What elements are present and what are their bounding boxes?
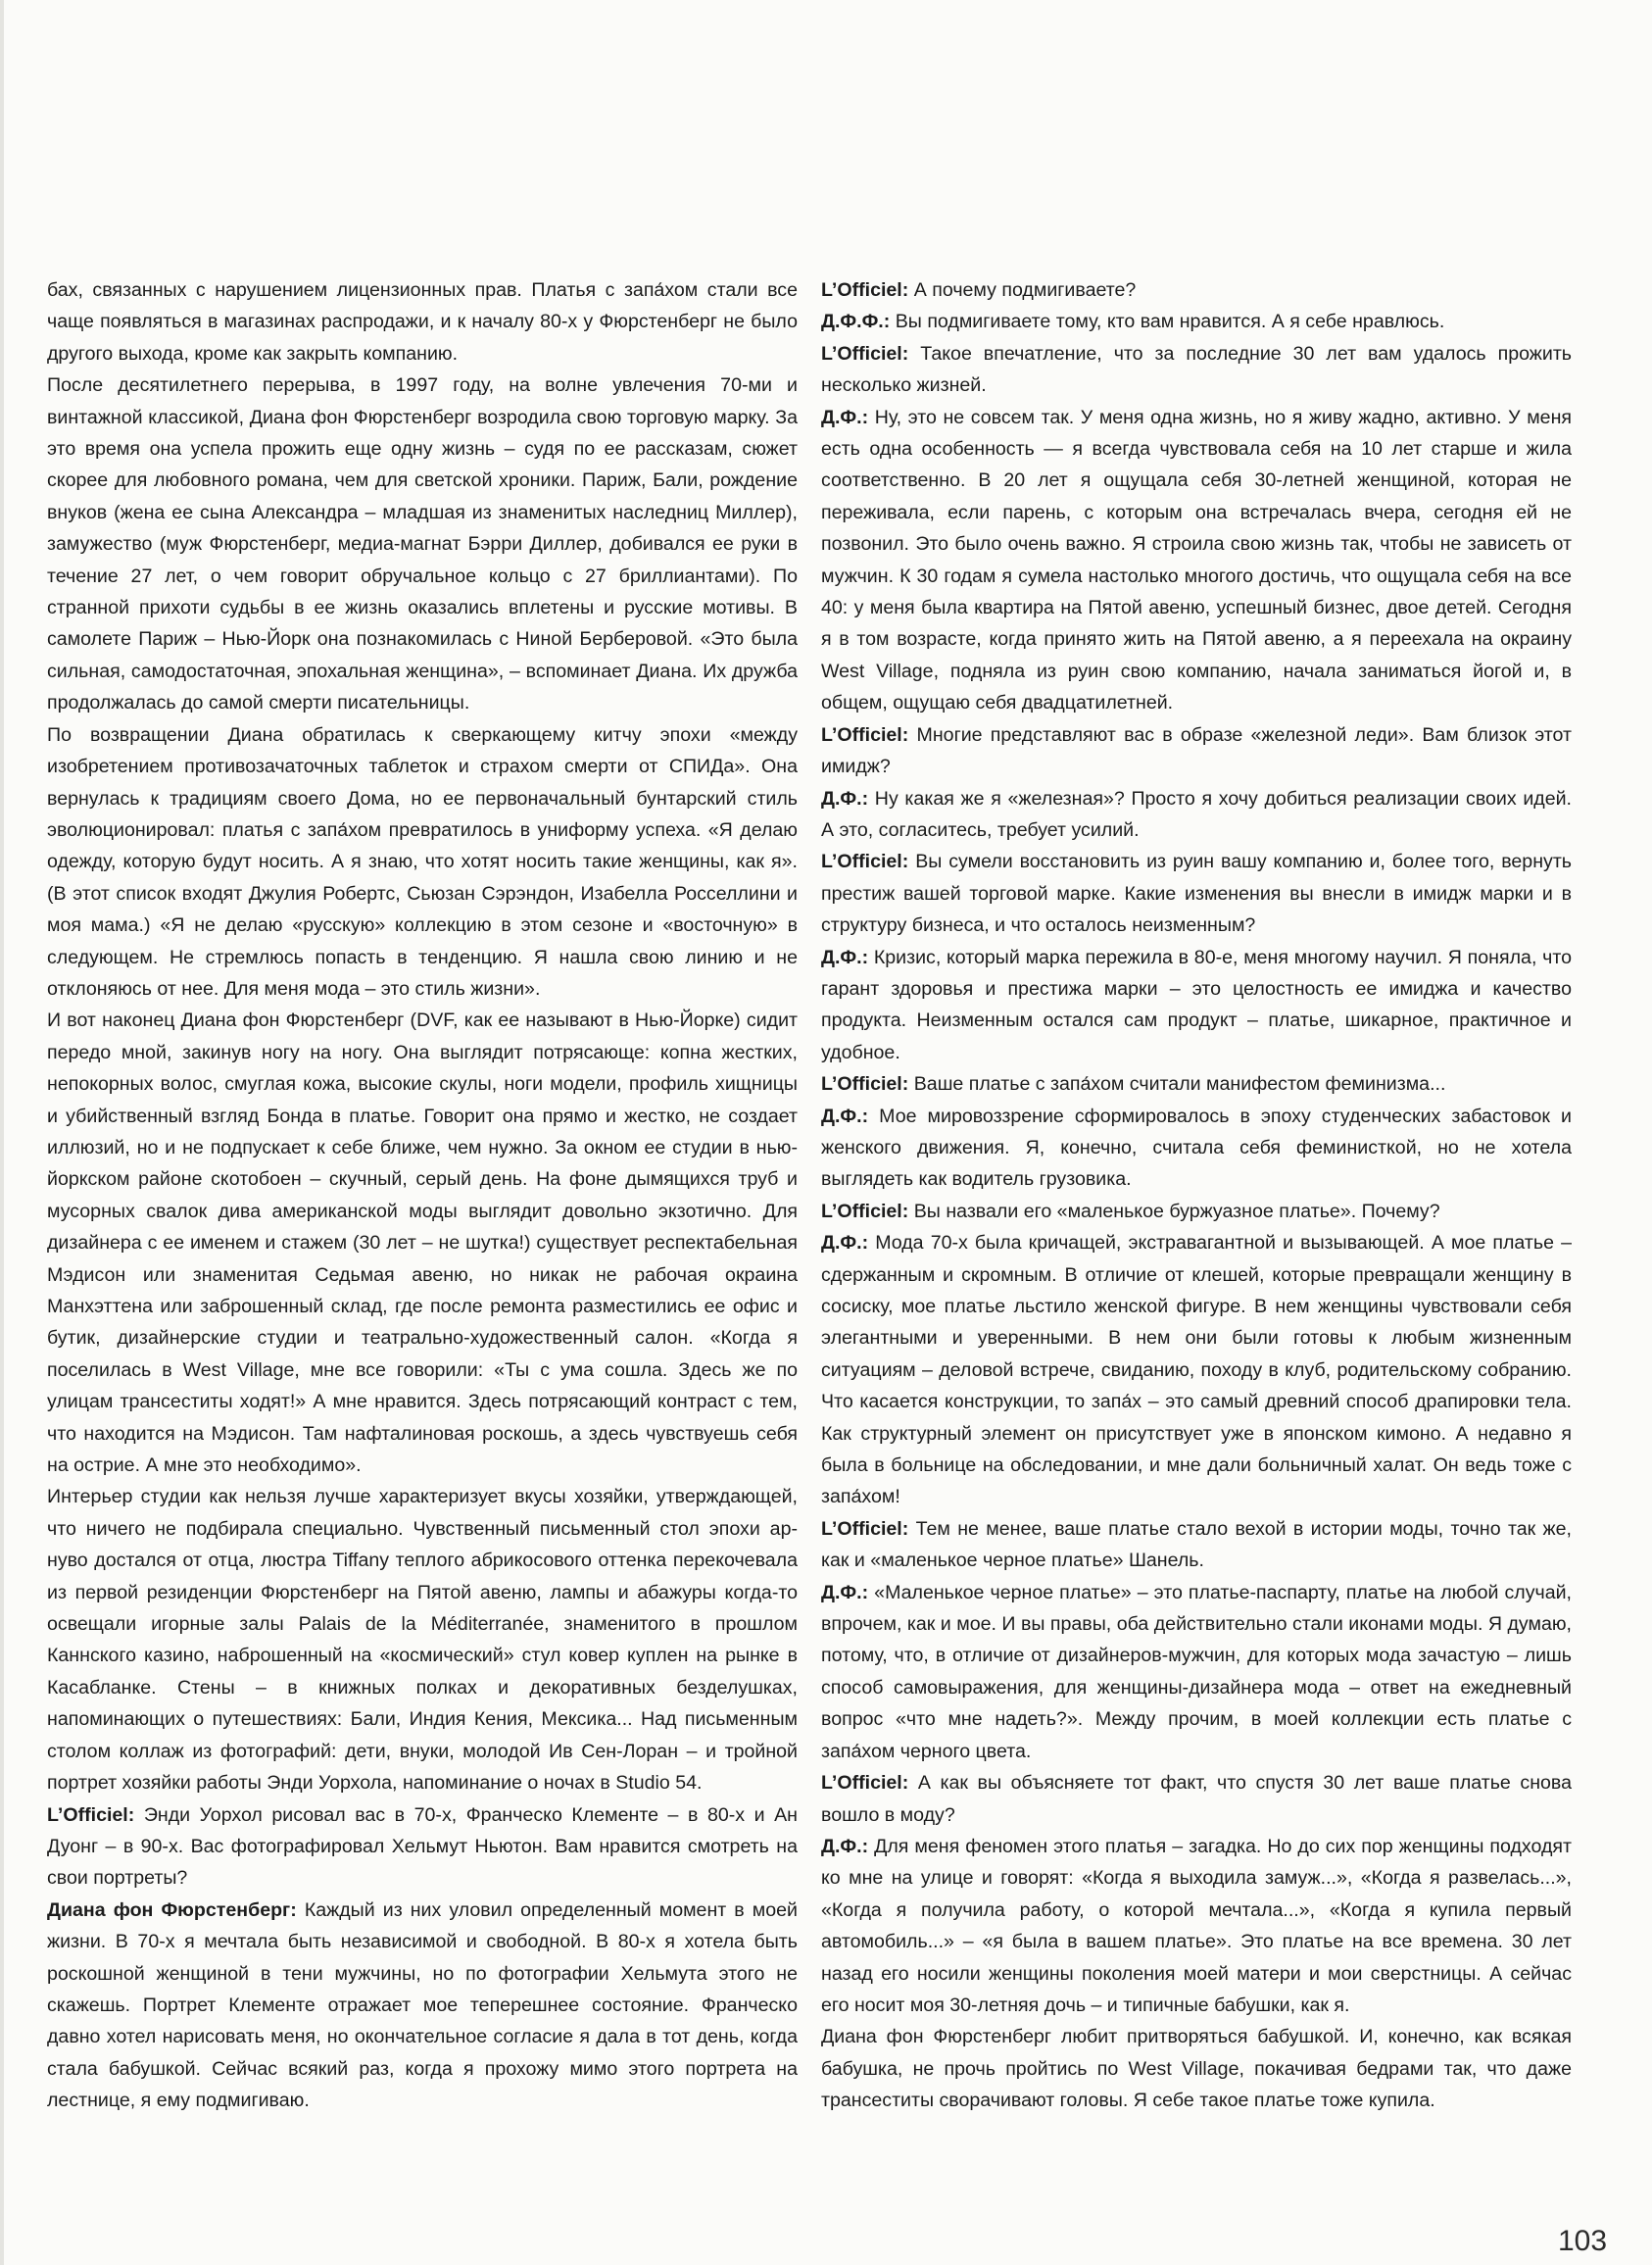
interview-text: Мое мировоззрение сформировалось в эпоху студенческих забастовок и женского движения. Я, конечно, считала себя феминисткой, но не хотела выглядеть как водитель грузовика. xyxy=(821,1105,1572,1191)
article-paragraph: По возвращении Диана обратилась к сверкающему китчу эпохи «между изобретением противозачаточных таблеток и страхом смерти от СПИДа». Она вернулась к традициям своего Дома, но ее первоначальный бунтарский стиль эволюционировал: платья с запа́хом превратилось в униформу успеха. «Я делаю одежду, которую будут носить. А я знаю, что хотят носить такие женщины, как я». (В этот список входят Джулия Робертс, Сьюзан Сэрэндон, Изабелла Росселлини и моя мама.) «Я не делаю «русскую» коллекцию в этом сезоне и «восточную» в следующем. Не стремлюсь попасть в тенденцию. Я нашла свою линию и не отклоняюсь от нее. Для меня мода – это стиль жизни». xyxy=(47,723,798,1000)
interview-text: Многие представляют вас в образе «железной леди». Вам близок этот имидж? xyxy=(821,723,1572,778)
speaker-label: Д.Ф.: xyxy=(821,946,869,968)
interview-exchange xyxy=(47,1799,798,1895)
interview-exchange xyxy=(821,1767,1572,1831)
interview-text: А почему подмигиваете? xyxy=(913,279,1137,301)
speaker-label: L’Officiel: xyxy=(821,1200,909,1222)
interview-exchange xyxy=(47,1895,798,2117)
speaker-label: Д.Ф.: xyxy=(821,1835,869,1857)
article-paragraph: бах, связанных с нарушением лицензионных прав. Платья с запа́хом стали все чаще появляться в магазинах распродажи, и к началу 80-х у Фюрстенберг не было другого выхода, кроме как закрыть компанию. xyxy=(47,279,798,365)
interview-exchange xyxy=(821,846,1572,941)
article-paragraph: И вот наконец Диана фон Фюрстенберг (DVF, как ее называют в Нью-Йорке) сидит передо мной, закинув ногу на ногу. Она выглядит потрясающе: копна жестких, непокорных волос, смуглая кожа, высокие скулы, ноги модели, профиль хищницы и убийственный взгляд Бонда в платье. Говорит она прямо и жестко, не создает иллюзий, но и не подпускает к себе ближе, чем нужно. За окном ее студии в нью-йоркском районе скотобоен – скучный, серый день. На фоне дымящихся труб и мусорных свалок дива американской моды выглядит довольно экзотично. Для дизайнера с ее именем и стажем (30 лет – не шутка!) существует респектабельная Мэдисон или знаменитая Седьмая авеню, но никак не рабочая окраина Манхэттена или заброшенный склад, где после ремонта разместились ее офис и бутик, дизайнерские студии и театрально-художественный салон. «Когда я поселилась в West Village, мне все говорили: «Ты с ума сошла. Здесь же по улицам трансеститы ходят!» А мне нравится. Здесь потрясающий контраст с тем, что находится на Мэдисон. Там нафталиновая роскошь, а здесь чувствуешь себя на острие. А мне это необходимо». xyxy=(47,1009,798,1477)
left-column xyxy=(47,274,798,2117)
interview-exchange xyxy=(821,274,1572,306)
interview-exchange xyxy=(821,1227,1572,1513)
interview-exchange xyxy=(821,338,1572,402)
interview-exchange xyxy=(821,1068,1572,1100)
interview-text: Вы подмигиваете тому, кто вам нравится. А я себе нравлюсь. xyxy=(895,311,1445,333)
interview-text: Такое впечатление, что за последние 30 лет вам удалось прожить несколько жизней. xyxy=(821,342,1572,397)
speaker-label: Д.Ф.: xyxy=(821,1581,869,1603)
interview-exchange xyxy=(821,1101,1572,1196)
interview-exchange xyxy=(821,1513,1572,1577)
interview-text: Каждый из них уловил определенный момент в моей жизни. В 70-х я мечтала быть независимой и свободной. В 80-х я хотела быть роскошной женщиной в тени мужчины, но по фотографии Хельмута этого не скажешь. Портрет Клементе отражает мое теперешнее состояние. Франческо давно хотел нарисовать меня, но окончательное согласие я дала в тот день, когда стала бабушкой. Сейчас всякий раз, когда я прохожу мимо этого портрета на лестнице, я ему подмигиваю. xyxy=(47,1898,798,2112)
interview-text: Ваше платье с запа́хом считали манифестом феминизма... xyxy=(913,1073,1446,1096)
article-paragraph: После десятилетнего перерыва, в 1997 году, на волне увлечения 70-ми и винтажной классикой, Диана фон Фюрстенберг возродила свою торговую марку. За это время она успела прожить еще одну жизнь – судя по ее рассказам, сюжет скорее для любовного романа, чем для светской хроники. Париж, Бали, рождение внуков (жена ее сына Александра – младшая из знаменитых наследниц Миллер), замужество (муж Фюрстенберг, медиа-магнат Бэрри Диллер, добивался ее руки в течение 27 лет, о чем говорит обручальное кольцо с 27 бриллиантами). По странной прихоти судьбы в ее жизнь оказались вплетены и русские мотивы. В самолете Париж – Нью-Йорк она познакомилась с Ниной Берберовой. «Это была сильная, самодостаточная, эпохальная женщина», – вспоминает Диана. Их дружба продолжалась до самой смерти писательницы. xyxy=(47,374,798,714)
article-paragraph: Интерьер студии как нельзя лучше характеризует вкусы хозяйки, утверждающей, что ничего не подбирала специально. Чувственный письменный стол эпохи ар-нуво достался от отца, люстра Tiffany теплого абрикосового оттенка перекочевала из первой резиденции Фюрстенберг на Пятой авеню, лампы и абажуры когда-то освещали игорные залы Palais de la Méditerranée, знаменитого в прошлом Каннского казино, наброшенный на «космический» стул ковер куплен на рынке в Касабланке. Стены – в книжных полках и декоративных безделушках, напоминающих о путешествиях: Бали, Индия Кения, Мексика... Над письменным столом коллаж из фотографий: дети, внуки, молодой Ив Сен-Лоран – и тройной портрет хозяйки работы Энди Уорхола, напоминание о ночах в Studio 54. xyxy=(47,1486,798,1795)
right-column xyxy=(821,274,1572,2117)
speaker-label: Д.Ф.: xyxy=(821,406,869,428)
interview-text: Кризис, который марка пережила в 80-е, меня многому научил. Я поняла, что гарант здоровья и престижа марки – это целостность ее имиджа и качество продукта. Неизменным остался сам продукт – платье, шикарное, практичное и удобное. xyxy=(821,946,1572,1063)
speaker-label: Д.Ф.: xyxy=(821,787,869,810)
page-edge-shadow xyxy=(0,0,4,2265)
interview-text: Мода 70-х была кричащей, экстравагантной и вызывающей. А мое платье – сдержанным и скромным. В отличие от клешей, которые превращали женщину в сосиску, мое платье льстило женской фигуре. В нем женщины чувствовали себя элегантными и уверенными. В нем они были готовы к любым жизненным ситуациям – деловой встрече, свиданию, походу в клуб, родительскому собранию. Что касается конструкции, то запа́х – это самый древний способ драпировки тела. Как структурный элемент он присутствует уже в японском кимоно. А недавно я была в больнице на обследовании, и мне дали больничный халат. Он ведь тоже с запа́хом! xyxy=(821,1232,1572,1508)
interview-text: Вы назвали его «маленькое буржуазное платье». Почему? xyxy=(913,1200,1440,1222)
interview-exchange xyxy=(821,306,1572,337)
interview-text: Для меня феномен этого платья – загадка. Но до сих пор женщины подходят ко мне на улице и говорят: «Когда я выходила замуж...», «Когда я развелась...», «Когда я получила работу, о которой мечтала...», «Когда я купила первый автомобиль...» – «я была в вашем платье». Это платье на все времена. 30 лет назад его носили женщины поколения моей матери и мои сверстницы. А сейчас его носит моя 30-летняя дочь – и типичные бабушки, как я. xyxy=(821,1835,1572,2016)
interview-text: А как вы объясняете тот факт, что спустя 30 лет ваше платье снова вошло в моду? xyxy=(821,1772,1572,1826)
speaker-label: L’Officiel: xyxy=(821,851,909,873)
speaker-label: L’Officiel: xyxy=(821,1073,909,1096)
interview-text: Ну, это не совсем так. У меня одна жизнь, но я живу жадно, активно. У меня есть одна особенность — я всегда чувствовала себя на 10 лет старше и жила соответственно. В 20 лет я ощущала себя 30-летней женщиной, которая не переживала, если парень, с которым она встречалась вчера, сегодня ей не позвонил. Это было очень важно. Я строила свою жизнь так, чтобы не зависеть от мужчин. К 30 годам я сумела настолько многого достичь, что ощущала себя на все 40: у меня была квартира на Пятой авеню, успешный бизнес, двое детей. Сегодня я в том возрасте, когда принято жить на Пятой авеню, а я переехала на окраину West Village, подняла из руин свою компанию, начала заниматься йогой и, в общем, ощущаю себя двадцатилетней. xyxy=(821,406,1572,714)
interview-exchange xyxy=(821,719,1572,783)
speaker-label: Д.Ф.Ф.: xyxy=(821,311,891,333)
page-number: 103 xyxy=(1558,2225,1608,2257)
interview-text: Энди Уорхол рисовал вас в 70-х, Франческо Клементе – в 80-х и Ан Дуонг – в 90-х. Вас фотографировал Хельмут Ньютон. Вам нравится смотреть на свои портреты? xyxy=(47,1803,798,1890)
interview-text: «Маленькое черное платье» – это платье-паспарту, платье на любой случай, впрочем, как и мое. И вы правы, оба действительно стали иконами моды. Я думаю, потому, что, в отличие от дизайнеров-мужчин, для которых мода зачастую – лишь способ самовыражения, для женщины-дизайнера мода – ответ на ежедневный вопрос «что мне надеть?». Между прочим, в моей коллекции есть платье с запа́хом черного цвета. xyxy=(821,1581,1572,1762)
interview-text: Вы сумели восстановить из руин вашу компанию и, более того, вернуть престиж вашей торговой марке. Какие изменения вы внесли в имидж марки и в структуру бизнеса, и что осталось неизменным? xyxy=(821,851,1572,937)
speaker-label: L’Officiel: xyxy=(821,1517,909,1540)
interview-text: Ну какая же я «железная»? Просто я хочу добиться реализации своих идей. А это, согласитесь, требует усилий. xyxy=(821,787,1572,841)
speaker-label: Д.Ф.: xyxy=(821,1232,869,1255)
speaker-label: L’Officiel: xyxy=(821,342,909,365)
closing-paragraph: Диана фон Фюрстенберг любит притворяться бабушкой. И, конечно, как всякая бабушка, не прочь пройтись по West Village, покачивая бедрами так, что даже трансеститы сворачивают головы. Я себе такое платье тоже купила. xyxy=(821,2026,1572,2112)
interview-exchange xyxy=(821,402,1572,719)
interview-exchange xyxy=(821,1577,1572,1767)
interview-exchange xyxy=(821,942,1572,1069)
interview-exchange xyxy=(821,1196,1572,1227)
speaker-label: L’Officiel: xyxy=(821,1772,909,1795)
speaker-label: Д.Ф.: xyxy=(821,1105,869,1127)
interview-exchange xyxy=(821,783,1572,847)
speaker-label: Диана фон Фюрстенберг: xyxy=(47,1898,297,1921)
interview-exchange xyxy=(821,1831,1572,2021)
interview-text: Тем не менее, ваше платье стало вехой в истории моды, точно так же, как и «маленькое черное платье» Шанель. xyxy=(821,1517,1572,1572)
speaker-label: L’Officiel: xyxy=(47,1803,135,1826)
speaker-label: L’Officiel: xyxy=(821,723,909,746)
speaker-label: L’Officiel: xyxy=(821,279,909,301)
